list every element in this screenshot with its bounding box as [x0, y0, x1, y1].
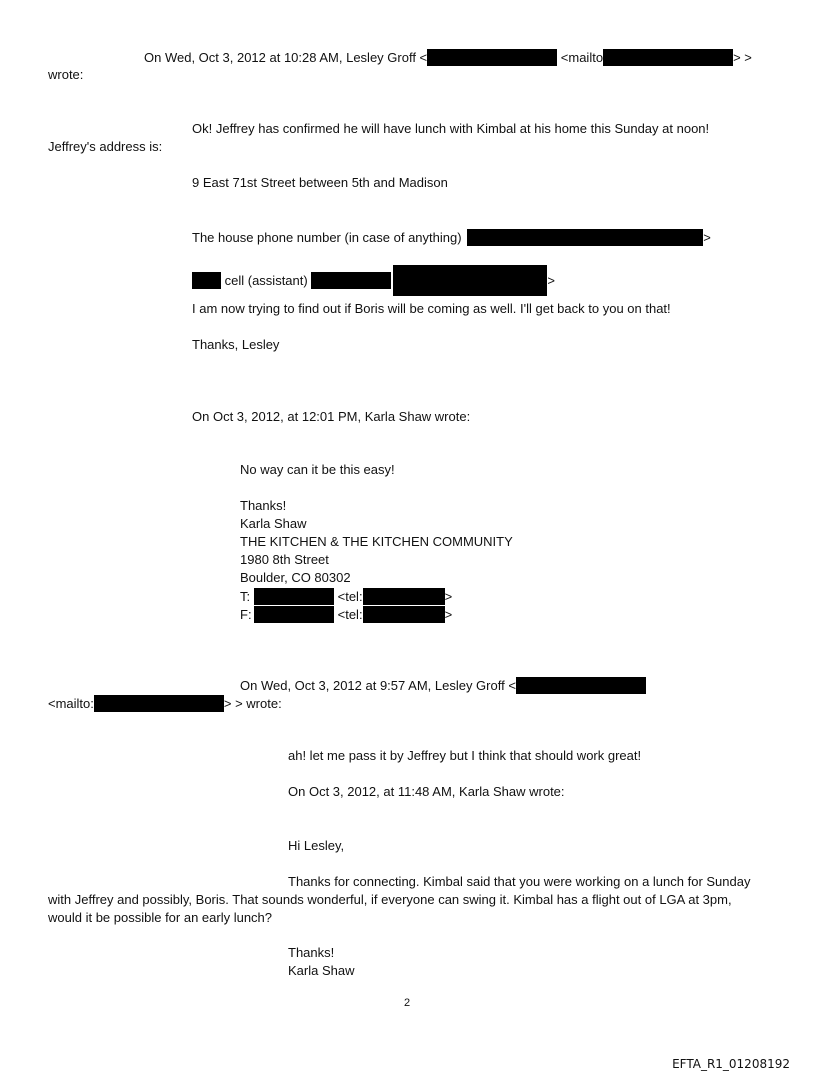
redaction-box — [192, 272, 221, 289]
msg1-line1-wrap: Jeffrey's address is: — [48, 139, 163, 154]
email2-header: On Oct 3, 2012, at 12:01 PM, Karla Shaw wrote: — [192, 409, 471, 424]
msg4-body-line3: would it be possible for an early lunch? — [48, 910, 273, 925]
email3-header-suffix: > > wrote: — [223, 696, 282, 711]
msg1-line1: Ok! Jeffrey has confirmed he will have lunch with Kimbal at his home this Sunday at noon! — [192, 121, 710, 136]
email3-header-prefix: On Wed, Oct 3, 2012 at 9:57 AM, Lesley Groff < — [240, 678, 516, 693]
msg3-line1: ah! let me pass it by Jeffrey but I think that should work great! — [288, 748, 642, 763]
msg4-thanks: Thanks! — [288, 945, 335, 960]
msg4-name: Karla Shaw — [288, 963, 355, 978]
msg1-phone-label: The house phone number (in case of anything) — [192, 230, 462, 245]
msg2-fax-line — [240, 606, 452, 623]
redaction-box — [363, 588, 445, 605]
msg1-phone-line — [192, 229, 711, 246]
email3-header-wrap — [48, 695, 282, 712]
email3-header — [240, 677, 646, 694]
msg2-city: Boulder, CO 80302 — [240, 570, 351, 585]
msg1-cell-label: cell (assistant) — [224, 273, 308, 288]
msg1-cell-line — [192, 265, 555, 296]
msg2-tel-open: <tel: — [337, 589, 363, 604]
email1-wrote: wrote: — [48, 67, 84, 82]
msg4-greeting: Hi Lesley, — [288, 838, 345, 853]
msg2-name: Karla Shaw — [240, 516, 307, 531]
redaction-box — [603, 49, 733, 66]
msg1-boris: I am now trying to find out if Boris will be coming as well. I'll get back to you on that! — [192, 301, 671, 316]
email1-header — [144, 49, 752, 66]
msg4-body-line2: with Jeffrey and possibly, Boris. That sounds wonderful, if everyone can swing it. Kimbal has a flight out of LGA at 3pm, — [48, 892, 732, 907]
msg2-tel-line — [240, 588, 452, 605]
redaction-box — [363, 606, 445, 623]
email1-header-prefix: On Wed, Oct 3, 2012 at 10:28 AM, Lesley Groff < — [144, 50, 428, 65]
msg2-thanks: Thanks! — [240, 498, 287, 513]
redaction-box — [254, 606, 334, 623]
msg2-street: 1980 8th Street — [240, 552, 329, 567]
page-number: 2 — [404, 997, 411, 1009]
msg4-body-line1: Thanks for connecting. Kimbal said that you were working on a lunch for Sunday — [288, 874, 751, 889]
msg2-line1: No way can it be this easy! — [240, 462, 395, 477]
redaction-box — [517, 229, 703, 246]
msg1-address: 9 East 71st Street between 5th and Madison — [192, 175, 448, 190]
msg2-org: THE KITCHEN & THE KITCHEN COMMUNITY — [240, 534, 513, 549]
redaction-box — [427, 49, 557, 66]
redaction-box — [254, 588, 334, 605]
msg1-phone-suffix: > — [703, 230, 711, 245]
msg2-fax-tel-open: <tel: — [337, 607, 363, 622]
msg2-fax-tel-close: > — [444, 607, 453, 622]
msg2-tel-close: > — [444, 589, 453, 604]
msg1-cell-suffix: > — [547, 273, 555, 288]
email1-header-suffix: > > — [733, 50, 752, 65]
msg3-quote-header: On Oct 3, 2012, at 11:48 AM, Karla Shaw wrote: — [288, 784, 565, 799]
redaction-box — [516, 677, 646, 694]
redaction-box — [311, 272, 391, 289]
redaction-box — [467, 229, 517, 246]
email3-mailto: <mailto: — [48, 696, 94, 711]
msg1-thanks: Thanks, Lesley — [192, 337, 280, 352]
msg2-t-label: T: — [240, 589, 251, 604]
email1-mailto: <mailto — [560, 50, 604, 65]
msg2-f-label: F: — [240, 607, 252, 622]
redaction-box — [94, 695, 224, 712]
redaction-box — [393, 265, 547, 296]
document-id: EFTA_R1_01208192 — [672, 1057, 790, 1071]
